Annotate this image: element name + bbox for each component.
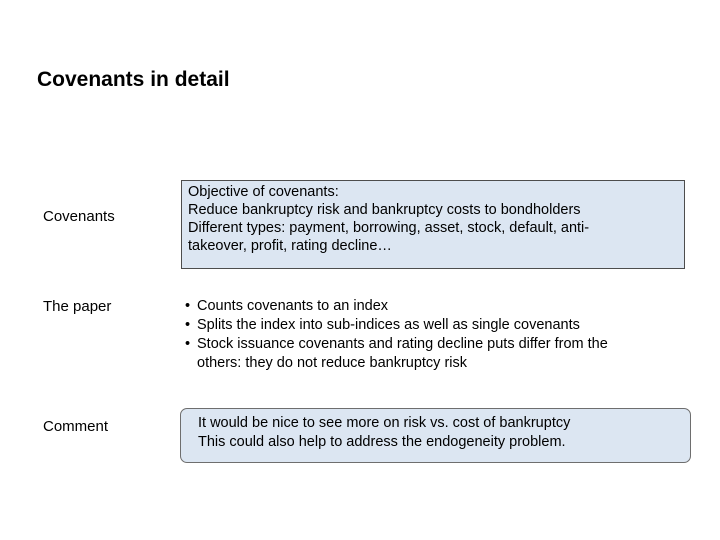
covenants-line: Objective of covenants: [188,184,339,200]
bullet-glyph: • [185,317,191,333]
covenants-line: Reduce bankruptcy risk and bankruptcy costs to bondholders [188,202,581,218]
covenants-box [181,180,685,269]
row-label-covenants: Covenants [43,208,115,225]
row-label-paper: The paper [43,298,112,315]
bullet-item [185,335,685,354]
bullet-item [185,316,685,335]
comment-box [180,408,691,463]
bullet-item [185,297,685,316]
comment-line: It would be nice to see more on risk vs. cost of bankruptcy [198,415,571,431]
paper-bullet-list [185,297,685,373]
bullet-text: Stock issuance covenants and rating decline puts differ from the [197,336,608,352]
bullet-glyph: • [185,298,191,314]
row-label-comment: Comment [43,418,109,435]
bullet-glyph: • [185,336,191,352]
covenants-line: Different types: payment, borrowing, asset, stock, default, anti- [188,220,590,236]
bullet-text: Counts covenants to an index [197,298,389,314]
slide-title: Covenants in detail [37,68,230,91]
bullet-continuation: others: they do not reduce bankruptcy risk [197,355,468,371]
bullet-text: Splits the index into sub-indices as well as single covenants [197,317,580,333]
comment-line: This could also help to address the endogeneity problem. [198,434,566,450]
covenants-line: takeover, profit, rating decline… [188,238,392,254]
